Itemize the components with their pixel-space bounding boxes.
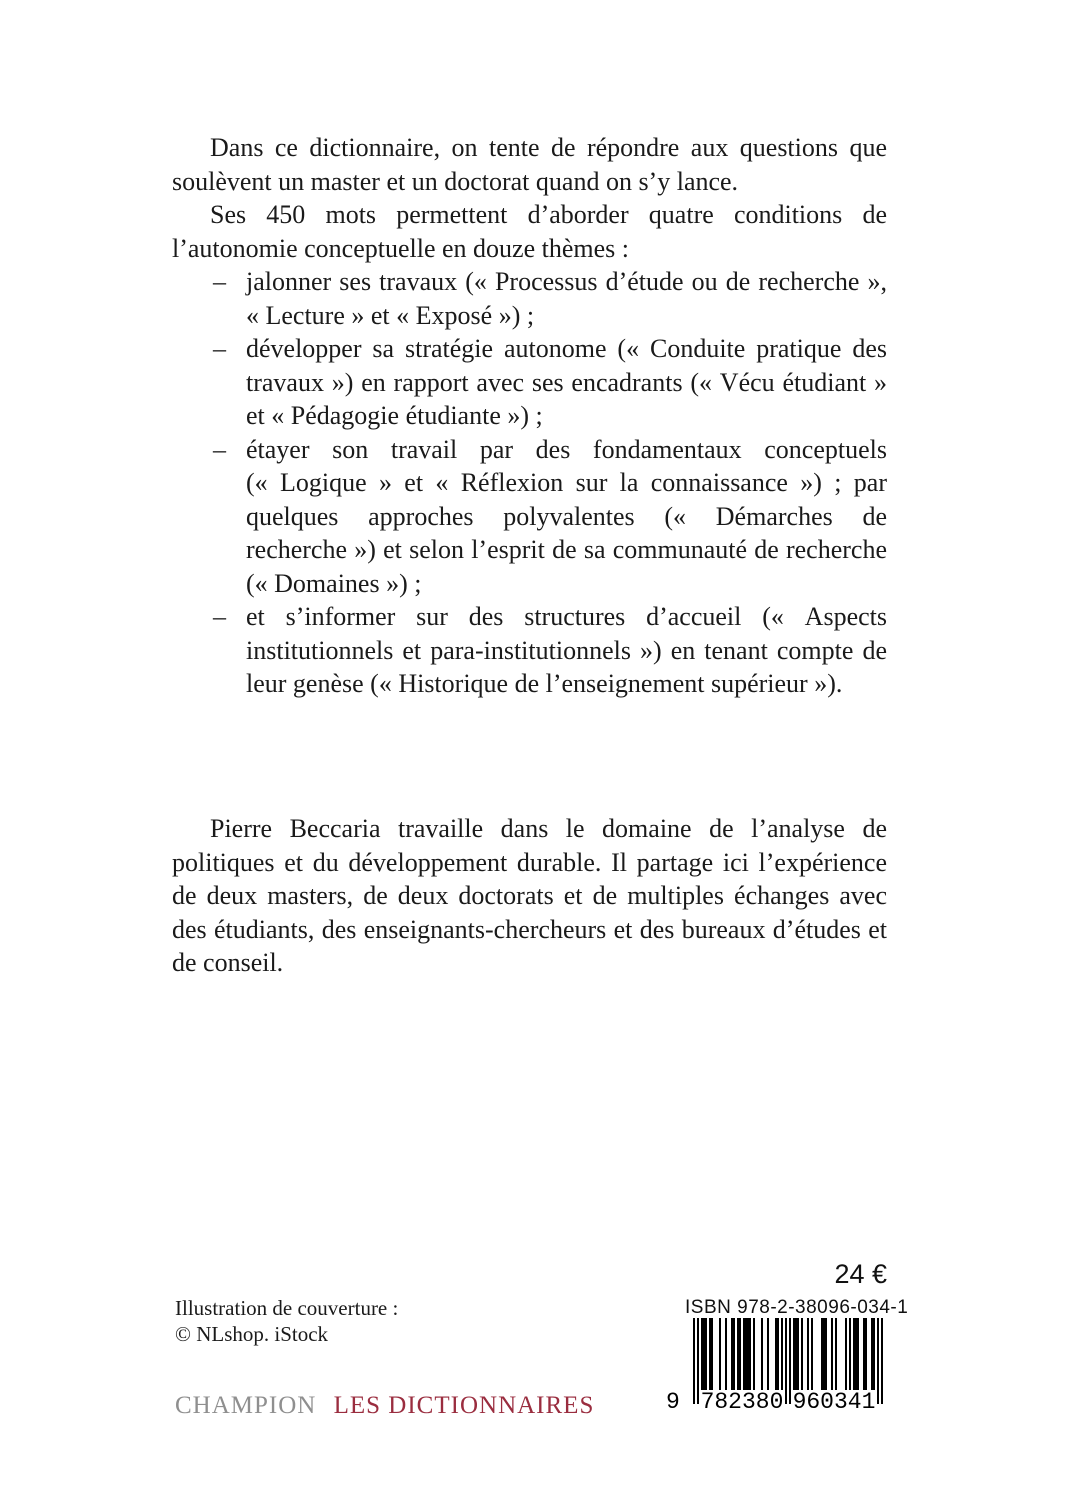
barcode-digits-right: 960341 xyxy=(792,1389,876,1415)
publisher-name: CHAMPION xyxy=(175,1392,317,1419)
isbn-label: ISBN 978-2-38096-034-1 xyxy=(685,1297,909,1318)
publisher-imprint xyxy=(175,1392,594,1420)
barcode-digit-first: 9 xyxy=(666,1389,680,1415)
blurb-paragraph-2: Ses 450 mots permettent d’aborder quatre conditions de l’autonomie conceptuelle en douze thèmes : xyxy=(172,200,887,263)
list-item-text: et s’informer sur des structures d’accueil (« Aspects institutionnels et para-institutionnels ») en tenant compte de leur genèse (« Historique de l’enseignement supérieur »). xyxy=(246,602,887,698)
blurb-text-block xyxy=(172,131,887,701)
dash-marker: – xyxy=(213,267,226,296)
cover-credit-block xyxy=(175,1295,398,1347)
list-item xyxy=(172,332,887,433)
price: 24 € xyxy=(834,1259,887,1289)
list-item xyxy=(172,265,887,332)
dash-marker: – xyxy=(213,602,226,631)
isbn-barcode xyxy=(666,1318,883,1420)
dash-marker: – xyxy=(213,434,226,464)
blurb-paragraph-1: Dans ce dictionnaire, on tente de répondre aux questions que soulèvent un master et un doctorat quand on s’y lance. xyxy=(172,133,887,196)
list-item xyxy=(172,433,887,601)
cover-credit-line-1: Illustration de couverture : xyxy=(175,1296,399,1320)
list-item-text: étayer son travail par des fondamentaux conceptuels (« Logique » et « Réflexion sur la connaissance ») ; par quelques approches polyvalentes (« Démarches de recherche ») et selon l’esprit de sa communauté de recherche (« Domaines ») ; xyxy=(246,434,887,598)
list-item xyxy=(172,600,887,701)
list-item-text: développer sa stratégie autonome (« Conduite pratique des travaux ») en rapport avec ses encadrants (« Vécu étudiant » et « Pédagogie étudiante ») ; xyxy=(246,334,887,430)
cover-credit-line-2: © NLshop. iStock xyxy=(175,1322,329,1346)
dash-marker: – xyxy=(213,334,226,363)
list-item-text: jalonner ses travaux (« Processus d’étude ou de recherche », « Lecture » et « Exposé ») ; xyxy=(246,267,887,330)
publisher-collection: LES DICTIONNAIRES xyxy=(333,1392,595,1419)
author-note: Pierre Beccaria travaille dans le domaine de l’analyse de politiques et du développement durable. Il partage ici l’expérience de deux masters, de deux doctorats et de multiples échanges avec des étudiants, des enseignants-chercheurs et des bureaux d’études et de conseil. xyxy=(172,814,887,977)
barcode-digits-left: 782380 xyxy=(700,1389,784,1415)
